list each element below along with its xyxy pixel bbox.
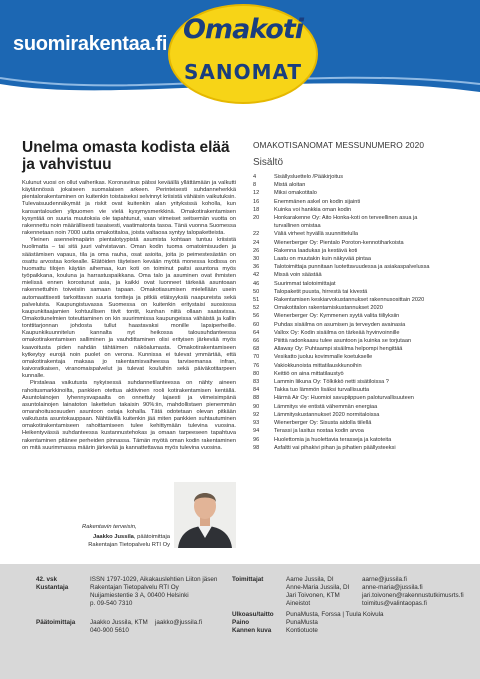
materials-email[interactable]: toimitus@valintaopas.fi: [362, 600, 427, 607]
toc-item: [253, 230, 469, 238]
cover-value: Kontiotuote: [286, 627, 318, 634]
toc-page-number: 76: [253, 362, 260, 369]
toc-page-number: 46: [253, 280, 260, 287]
toc-item: [253, 427, 469, 435]
issue-title: OMAKOTISANOMAT MESSUNUMERO 2020: [253, 140, 425, 150]
editor-in-chief-name: Jaakko Jussila, KTM: [90, 619, 148, 626]
toc-page-number: 26: [253, 247, 260, 254]
toc-title: turvallinen omistaa: [274, 223, 321, 230]
toc-page-number: 30: [253, 256, 260, 263]
editor-email[interactable]: aarne@jussila.fi: [362, 576, 407, 583]
toc-title: Terassi ja lasitus nostaa kodin arvoa: [274, 428, 364, 435]
editor-name: Jari Toivonen, KTM: [286, 592, 340, 599]
toc-page-number: 94: [253, 428, 260, 435]
toc-item: [253, 436, 469, 444]
toc-item: [253, 444, 469, 452]
toc-item: [253, 337, 469, 345]
toc-title: Piiittä radonkaasu tulee asuntoon ja kuinka se torjutaan: [274, 338, 412, 345]
toc-title: Lammin liikuna Oy: Tölkikkö netti sisätiloissa ?: [274, 379, 389, 386]
toc-title: Vakiokkunoista mittatilauskkunoihin: [274, 362, 362, 369]
toc-item: [253, 411, 469, 419]
toc-title: Takka tuo lämmön lisäksi turvallisuutta: [274, 387, 370, 394]
toc-page-number: 92: [253, 411, 260, 418]
toc-title: Kuinka voi hankkia oman kodin: [274, 206, 352, 213]
toc-page-number: 93: [253, 420, 260, 427]
editorial-title: Unelma omasta kodista elää ja vahvistuu: [22, 139, 230, 173]
toc-title: Talotoimittaja punnitaan luotettavuudessa ja asiakaspalvelussa: [274, 264, 430, 271]
signer-name: Jaakko Jussila: [92, 534, 134, 540]
toc-title: Allaway Oy: Puhtaampi sisäilma helpompi hengittää: [274, 346, 403, 353]
toc-item: [253, 280, 469, 288]
toc-title: Wienerberger Oy: Kymmenen syytä valita tiiliyksiin: [274, 313, 400, 320]
toc-page-number: 68: [253, 346, 260, 353]
print-value: PunaMusta: [286, 619, 318, 626]
toc-title: Vallox Oy: Kodin sisäilma on tärkeää hyvinvoinnille: [274, 329, 400, 336]
publisher-name: Rakentajan Tietopalvelu RTI Oy: [90, 584, 179, 591]
toc-item: [253, 370, 469, 378]
toc-page-number: 20: [253, 215, 260, 222]
toc-title: Väliä virheet hyvällä suunnittelulla: [274, 231, 358, 238]
toc-title: Missä voin säästää: [274, 272, 322, 279]
editor-email[interactable]: jari.toivonen@rakennustutkimusrts.fi: [362, 592, 464, 599]
toc-page-number: 16: [253, 198, 260, 205]
toc-title: Omakotitalon rakentamiskustannukset 2020: [274, 305, 383, 312]
toc-item: [253, 173, 469, 181]
toc-page-number: 4: [253, 174, 257, 180]
toc-page-number: 83: [253, 379, 260, 386]
toc-title: Talopaketit puusta, hirrestä tai kivestä: [274, 288, 368, 295]
toc-page-number: 64: [253, 329, 260, 336]
editorial-body: [22, 180, 236, 510]
toc-page-number: 12: [253, 190, 260, 197]
toc-item: [253, 321, 469, 329]
toc-title: Suurimmat talotoimittajat: [274, 280, 336, 287]
editor-in-chief-email[interactable]: jaakko@jussila.fi: [155, 619, 202, 626]
toc-item: [253, 288, 469, 296]
toc-title: Laatu on muutakin kuin näkyvää pintaa: [274, 256, 372, 263]
toc-title: Wienerberger Oy: Pientalo Poroton-kennotiharkoista: [274, 239, 404, 246]
toc-title: Huolettomia ja huolettavia terasseja ja katoteita: [274, 436, 392, 443]
toc-page-number: 52: [253, 305, 260, 312]
editorial-paragraph: Yleinen asennelmapärin pientalotyypistä asumista kohtaan tuntuu kriisistä huolimatta – tai sitä juuri vahvistavan. Oman kodin tuoma omatoimisuuden ja säästämisen vapaus, tila ja oma rauha, osat asioita, joita jo peimestesästän on osattu arvostaa korkealle. Etätöiden täyteisen kevään myötä monessa kodissa on huomattu tilojen käytän aihemaa, kun koti on toiminut paitsi asuntona myös työpaikkana, kouluna ja harrastuspaikkana. Oma talo ja asuminen ovat ihmisten mielissä ennen korostunut asia, ja kaikki ovat luonneet tärkeää asuntoaan rakennettuihin toiveisiin samaan tapaan. Omakotiasumisen mielellään usein automaattisesti tarkoittavan suuria tontteja ja pitkiä etäisyyksiä naapureista sekä palveluista. Kaupungistuvassa Suomessa on kuitenkin eritystaisi suosiossa kaupunkitaajamien kohtuullisen tiivit tontit, kunhan niitä ollaan saatavissa. Omakotiunelmien toteuttaminen on kin suurimmissa kaupungeissa vähäistä ja kallin tonttitarjonnan johdosta tullut haastavaksi monille lapsiperheille. Kaupunkikuunnitelun kannalta nyt heikossa talousuhdanteessa omakotirakentamisen salliminen ja vauhdittaminen olisi erityisen järkevää myös kaavoitusta piden nahdän tähtäimen näköalumasta. Omakotirakentamiseen kytkeytyy eurojä noin puolet on verona. Kunnissa ei tulevat ymmärtää, että omakotirakentaja maksaa jo rakentamisvaiheessa tarvisemansa infran, kaivoratkaisen, viranomaispalvelut ja tulevat kouluihin sekä päiväkotitarpeen kunnalle.: [22, 237, 236, 380]
site-logo[interactable]: suomirakentaa.fi: [13, 33, 168, 55]
toc-item: [253, 181, 469, 189]
toc-item: [253, 312, 469, 320]
toc-item: [253, 329, 469, 337]
imprint-footer: [0, 564, 480, 679]
toc-item: [253, 419, 469, 427]
editorial-paragraph: Pirstaleaa vaikutusta nykyisessä suhdannetilanteessa on nähty aineen rahoitusmarkkinoilta, pankkien otettua aktiivinen rooli kotirakentamisen kentällä. Asuntolainojen lyhennysvapaalta on onnettuly lajaesti ja viimeisimpänä asuntolainojen lainatoton lakettelun takaisin 90%:iin, mahdollistaen pienemmän omarahoitusosuuden asuntoon ostaja kohalla. Tätä odotetaan olevan pitkään vaikutusta asuntokauppaan. Nähtävillä kuitenkin jää miten pankkien suhtautuminen omakotirakentamiseen rahoittamiseen tulee kehittymään tulevina vuosina. Heikentyvässä suhdanteessa kustannustehokas ja omaan tarpeeseen tapahtuva rakentaminen pitänee perheiden pinnassa. Tämän myötä oman kodin rakentaminen on mitä suurimmassa määrin järkevää ja kannattettavaa myös tulevina vuosina.: [22, 380, 236, 451]
toc-title: Härmä Air Oy: Huomioi savupiippuen paloturvallisuuteen: [274, 395, 414, 402]
toc-title: Miksi omakotitalo: [274, 190, 317, 197]
toc-page-number: 66: [253, 338, 260, 345]
toc-item: [253, 239, 469, 247]
toc-item: [253, 378, 469, 386]
toc-title: Lämmitys vie entistä vähemmän energiaa: [274, 403, 378, 410]
layout-label: Ulkoasu/taitto: [232, 611, 274, 618]
toc-title: Sisällysluettelo /Pääkirjoitus: [274, 174, 344, 180]
toc-title: Puhdas sisäilma on asumisen ja terveyden avainasia: [274, 321, 406, 328]
toc-page-number: 84: [253, 387, 260, 394]
toc-item: [253, 271, 469, 279]
layout-value: PunaMusta, Forssa | Tuula Koivula: [286, 611, 384, 618]
editorial-paragraph: Kulunut vuosi on ollut vaiherikas. Koronaviirus pälssi keväällä yllättämään ja valkutti käytännössä jokaiseen suomalaisen arkeen. Perinteisesti suhdanneherkkä pientalorakentaminen on kuitenkin toistaiseksi selvinnyt kriisistä vähäisin vaikutuksin. Tulevaisuudennäkymät ja riskit ovat kuitenkin alan yrityksissä koholla, kun kansantalouden ylipuomen vie vielä kysymysmerkkinä. Omakotirakentamisen kysyntää on suuria muutoksia ole tapahtunut, vaan viimeiset seitsemän vuotta on rakennettu noin määrällisesti tasaisesti, vaatimatonta tasoa. Tänä vuonna Suomessa rakennetaan noin 7000 uutta omakotitaloa, joista valtaosa syntyy talopaketteista.: [22, 180, 236, 237]
table-of-contents: [253, 173, 469, 452]
toc-page-number: 70: [253, 354, 260, 361]
toc-item: [253, 247, 469, 255]
toc-title: Honkarakenne Oy: Aito Honka-koti on terveellinen asua ja: [274, 215, 418, 222]
toc-page-number: 88: [253, 395, 260, 402]
toc-item: [253, 206, 469, 214]
publisher-address: Nuijamiestentie 3 A, 00400 Helsinki: [90, 592, 189, 599]
toc-page-number: 51: [253, 297, 260, 304]
toc-page-number: 8: [253, 182, 257, 189]
editors-label: Toimittajat: [232, 576, 264, 583]
signature-block: [80, 534, 170, 549]
toc-item: [253, 214, 469, 222]
toc-title: Wienerberger Oy: Sisusta aidolla tiilellä: [274, 420, 372, 427]
toc-item: [253, 304, 469, 312]
toc-page-number: 90: [253, 403, 260, 410]
toc-title: Rakenna laadukas ja kestävä koti: [274, 247, 358, 254]
toc-page-number: 22: [253, 231, 260, 238]
signer-role: , päätoimittaja: [133, 534, 170, 540]
contents-heading: Sisältö: [253, 157, 284, 168]
toc-item: [253, 296, 469, 304]
signer-organisation: Rakentajan Tietopalvelu RTI Oy: [88, 541, 170, 548]
toc-item: [253, 394, 469, 402]
toc-item: [253, 353, 469, 361]
toc-page-number: 56: [253, 313, 260, 320]
toc-page-number: 24: [253, 239, 260, 246]
toc-item: [253, 198, 469, 206]
toc-item: [253, 345, 469, 353]
toc-page-number: 80: [253, 370, 260, 377]
toc-page-number: 42: [253, 272, 260, 279]
editor-in-chief-label: Päätoimittaja: [36, 619, 76, 626]
masthead: [0, 0, 480, 106]
toc-title: Asfaltti vai pihakivi pihan ja pihatien päällysteeksi: [274, 444, 396, 451]
toc-page-number: 98: [253, 444, 260, 451]
toc-title: Keittiö on aina mittatilaustyö: [274, 370, 344, 377]
materials-label: Aineistot: [286, 600, 311, 607]
cover-label: Kannen kuva: [232, 627, 272, 634]
toc-item: [253, 362, 469, 370]
volume: 42. vsk: [36, 576, 58, 583]
publisher-label: Kustantaja: [36, 584, 69, 591]
greeting: Rakentavin terveisin,: [82, 524, 137, 530]
brand-name-top: Omakoti: [182, 14, 303, 45]
person-icon: [174, 482, 236, 548]
toc-title: Enemmänen askel on kodin sijainti: [274, 198, 361, 205]
brand-name-bottom: SANOMAT: [183, 60, 303, 84]
toc-page-number: 60: [253, 321, 260, 328]
toc-item: [253, 255, 469, 263]
issn: ISSN 1797-1029, Aikakauslehtien Liiton jäsen: [90, 576, 218, 583]
editor-name: Aarne Jussila, DI: [286, 576, 334, 583]
toc-page-number: 96: [253, 436, 260, 443]
toc-title: Mistä aloitan: [274, 182, 306, 189]
editor-email[interactable]: anne-maria@jussila.fi: [362, 584, 423, 591]
editor-in-chief-phone: 040-900 5610: [90, 627, 129, 634]
editor-name: Anne-Maria Jussila, DI: [286, 584, 350, 591]
toc-item: [253, 263, 469, 271]
toc-title: Rakentamisen keskiarvokustannukset rakennusosittain 2020: [274, 297, 425, 304]
toc-item: [253, 222, 469, 230]
editor-portrait: [174, 482, 236, 548]
toc-item: [253, 403, 469, 411]
toc-item: [253, 189, 469, 197]
toc-page-number: 36: [253, 264, 260, 271]
toc-page-number: 18: [253, 206, 260, 213]
publisher-phone: p. 09-540 7310: [90, 600, 133, 607]
toc-page-number: 50: [253, 288, 260, 295]
print-label: Paino: [232, 619, 250, 626]
toc-title: Vesikatto juoluu kovimmalle koetukselle: [274, 354, 373, 361]
toc-item: [253, 386, 469, 394]
toc-title: Lämmityskustannukset 2020 normitaloissa: [274, 411, 380, 418]
